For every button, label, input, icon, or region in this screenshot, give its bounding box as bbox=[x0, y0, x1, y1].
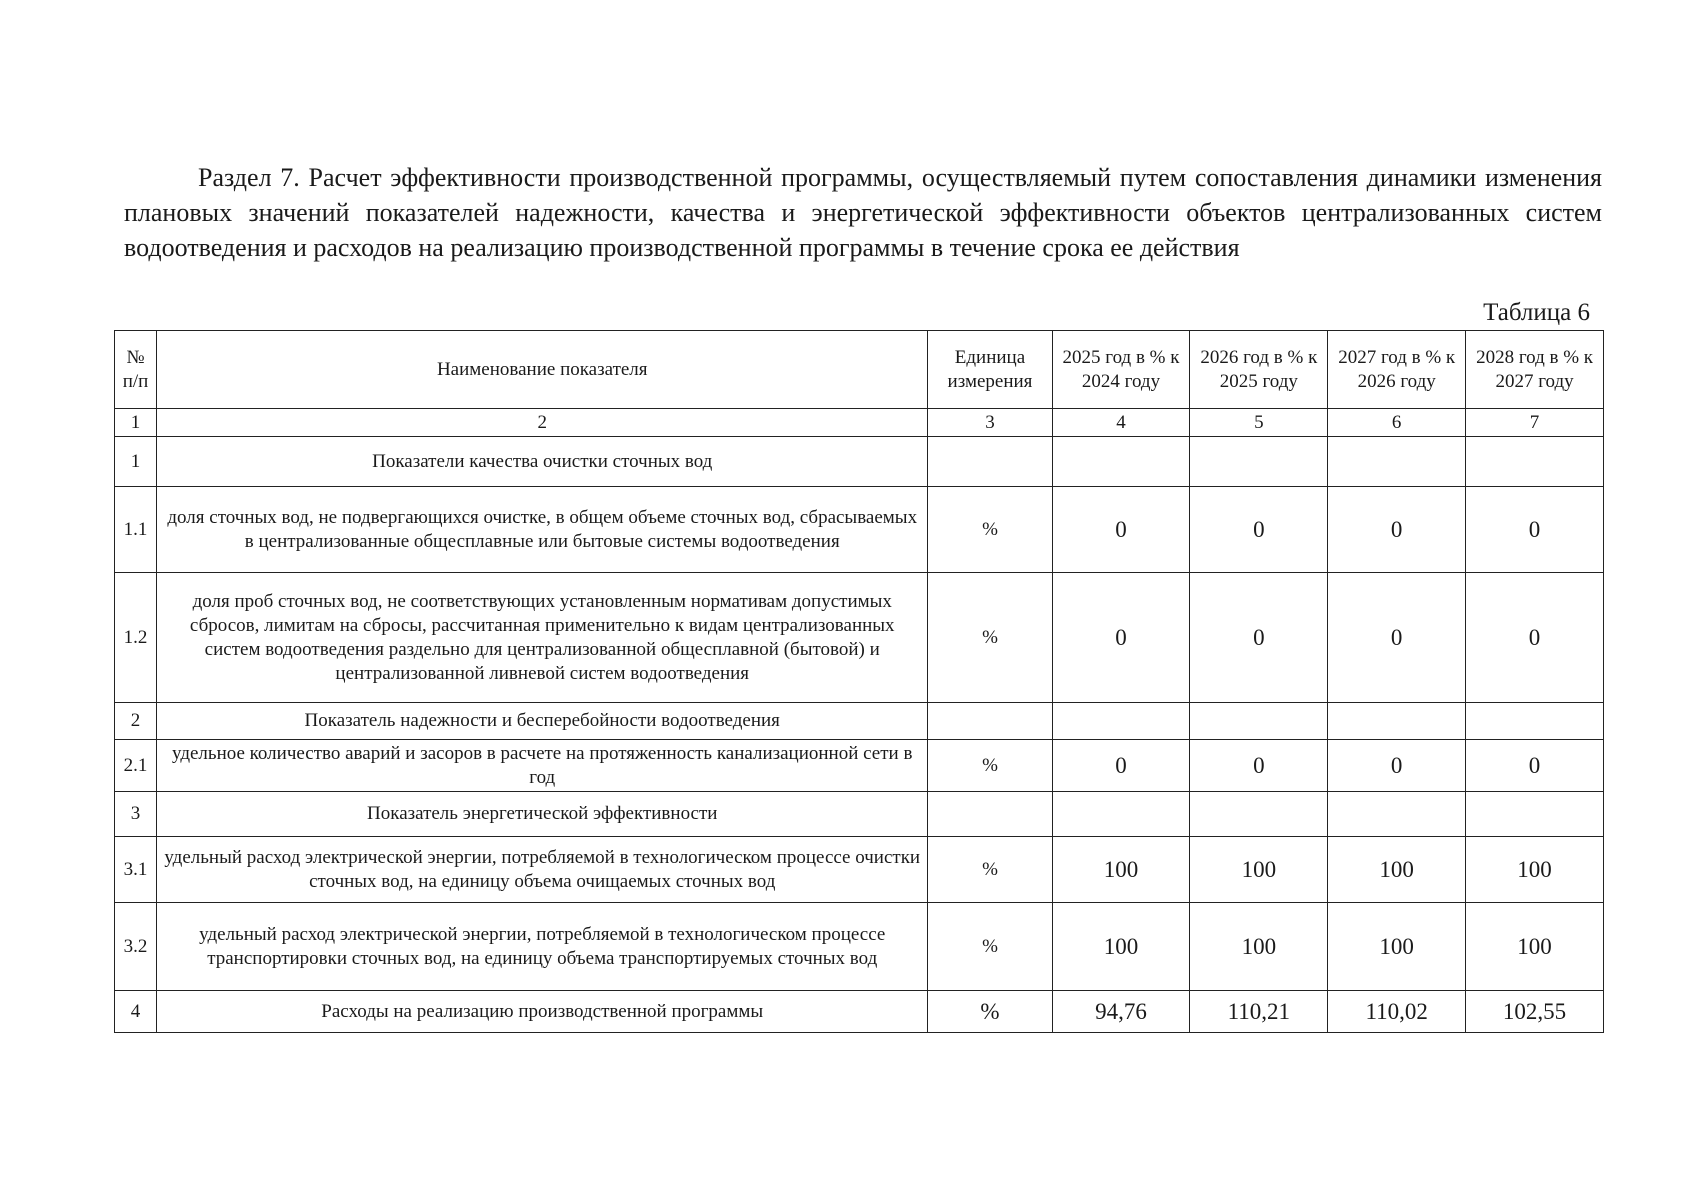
value-2026: 100 bbox=[1190, 903, 1328, 991]
value-2028: 0 bbox=[1466, 573, 1604, 703]
empty-cell bbox=[1052, 703, 1190, 740]
value-2026: 0 bbox=[1190, 573, 1328, 703]
value-2028: 0 bbox=[1466, 487, 1604, 573]
empty-cell bbox=[1190, 703, 1328, 740]
unit-cell: % bbox=[928, 487, 1052, 573]
row-num: 4 bbox=[115, 991, 157, 1033]
unit-cell: % bbox=[928, 740, 1052, 792]
indicators-table bbox=[114, 330, 1604, 1033]
empty-cell bbox=[1466, 792, 1604, 837]
column-index: 4 bbox=[1052, 409, 1190, 437]
value-2025: 0 bbox=[1052, 487, 1190, 573]
header-2026: 2026 год в % к 2025 году bbox=[1190, 331, 1328, 409]
unit-cell: % bbox=[928, 903, 1052, 991]
empty-cell bbox=[1466, 703, 1604, 740]
empty-cell bbox=[1190, 437, 1328, 487]
value-2027: 0 bbox=[1328, 487, 1466, 573]
table-row bbox=[115, 487, 1604, 573]
value-2028: 0 bbox=[1466, 740, 1604, 792]
value-2025: 0 bbox=[1052, 740, 1190, 792]
value-2026: 110,21 bbox=[1190, 991, 1328, 1033]
column-index: 1 bbox=[115, 409, 157, 437]
value-2027: 0 bbox=[1328, 573, 1466, 703]
empty-cell bbox=[1466, 437, 1604, 487]
value-2026: 100 bbox=[1190, 837, 1328, 903]
unit-cell: % bbox=[928, 991, 1052, 1033]
value-2027: 100 bbox=[1328, 837, 1466, 903]
column-index: 5 bbox=[1190, 409, 1328, 437]
row-num: 2.1 bbox=[115, 740, 157, 792]
indicator-name: удельное количество аварий и засоров в расчете на протяженность канализационной сети в год bbox=[157, 740, 928, 792]
table-header-row bbox=[115, 331, 1604, 409]
row-num: 2 bbox=[115, 703, 157, 740]
row-num: 1.1 bbox=[115, 487, 157, 573]
row-num: 3 bbox=[115, 792, 157, 837]
table-row bbox=[115, 991, 1604, 1033]
section-row bbox=[115, 437, 1604, 487]
section-heading: Раздел 7. Расчет эффективности производственной программы, осуществляемый путем сопоставления динамики изменения плановых значений показателей надежности, качества и энергетической эффективности объектов централизованных систем водоотведения и расходов на реализацию производственной программы в течение срока ее действия bbox=[124, 163, 1602, 262]
header-unit: Единица измерения bbox=[928, 331, 1052, 409]
header-num: № п/п bbox=[115, 331, 157, 409]
header-2025: 2025 год в % к 2024 году bbox=[1052, 331, 1190, 409]
column-index: 3 bbox=[928, 409, 1052, 437]
header-2028: 2028 год в % к 2027 году bbox=[1466, 331, 1604, 409]
value-2026: 0 bbox=[1190, 740, 1328, 792]
section-row bbox=[115, 792, 1604, 837]
table-caption: Таблица 6 bbox=[1483, 299, 1590, 326]
row-num: 1 bbox=[115, 437, 157, 487]
table-row bbox=[115, 837, 1604, 903]
value-2027: 0 bbox=[1328, 740, 1466, 792]
indicator-name: доля сточных вод, не подвергающихся очистке, в общем объеме сточных вод, сбрасываемых в централизованные общесплавные или бытовые системы водоотведения bbox=[157, 487, 928, 573]
value-2025: 0 bbox=[1052, 573, 1190, 703]
empty-cell bbox=[1328, 703, 1466, 740]
section-title: Показатели качества очистки сточных вод bbox=[157, 437, 928, 487]
section-row bbox=[115, 703, 1604, 740]
unit-cell: % bbox=[928, 573, 1052, 703]
empty-cell bbox=[1328, 792, 1466, 837]
table-row bbox=[115, 740, 1604, 792]
empty-cell bbox=[1190, 792, 1328, 837]
value-2028: 102,55 bbox=[1466, 991, 1604, 1033]
table-row bbox=[115, 903, 1604, 991]
empty-cell bbox=[928, 792, 1052, 837]
indicator-name: удельный расход электрической энергии, потребляемой в технологическом процессе очистки сточных вод, на единицу объема очищаемых сточных вод bbox=[157, 837, 928, 903]
indicator-name: доля проб сточных вод, не соответствующих установленным нормативам допустимых сбросов, лимитам на сбросы, рассчитанная применительно к видам централизованных систем водоотведения раздельно для централизованной общесплавной (бытовой) и централизованной ливневой систем водоотведения bbox=[157, 573, 928, 703]
column-index: 6 bbox=[1328, 409, 1466, 437]
value-2027: 110,02 bbox=[1328, 991, 1466, 1033]
value-2028: 100 bbox=[1466, 837, 1604, 903]
section-title: Показатель надежности и бесперебойности водоотведения bbox=[157, 703, 928, 740]
indicator-name: удельный расход электрической энергии, потребляемой в технологическом процессе транспортировки сточных вод, на единицу объема транспортируемых сточных вод bbox=[157, 903, 928, 991]
header-name: Наименование показателя bbox=[157, 331, 928, 409]
value-2028: 100 bbox=[1466, 903, 1604, 991]
section-title: Показатель энергетической эффективности bbox=[157, 792, 928, 837]
value-2025: 100 bbox=[1052, 837, 1190, 903]
value-2025: 100 bbox=[1052, 903, 1190, 991]
empty-cell bbox=[1328, 437, 1466, 487]
value-2026: 0 bbox=[1190, 487, 1328, 573]
empty-cell bbox=[1052, 792, 1190, 837]
value-2025: 94,76 bbox=[1052, 991, 1190, 1033]
table-row bbox=[115, 573, 1604, 703]
unit-cell: % bbox=[928, 837, 1052, 903]
row-num: 1.2 bbox=[115, 573, 157, 703]
column-index: 2 bbox=[157, 409, 928, 437]
row-num: 3.2 bbox=[115, 903, 157, 991]
column-index-row bbox=[115, 409, 1604, 437]
empty-cell bbox=[928, 703, 1052, 740]
empty-cell bbox=[928, 437, 1052, 487]
empty-cell bbox=[1052, 437, 1190, 487]
header-2027: 2027 год в % к 2026 году bbox=[1328, 331, 1466, 409]
row-num: 3.1 bbox=[115, 837, 157, 903]
value-2027: 100 bbox=[1328, 903, 1466, 991]
column-index: 7 bbox=[1466, 409, 1604, 437]
section-title: Расходы на реализацию производственной программы bbox=[157, 991, 928, 1033]
